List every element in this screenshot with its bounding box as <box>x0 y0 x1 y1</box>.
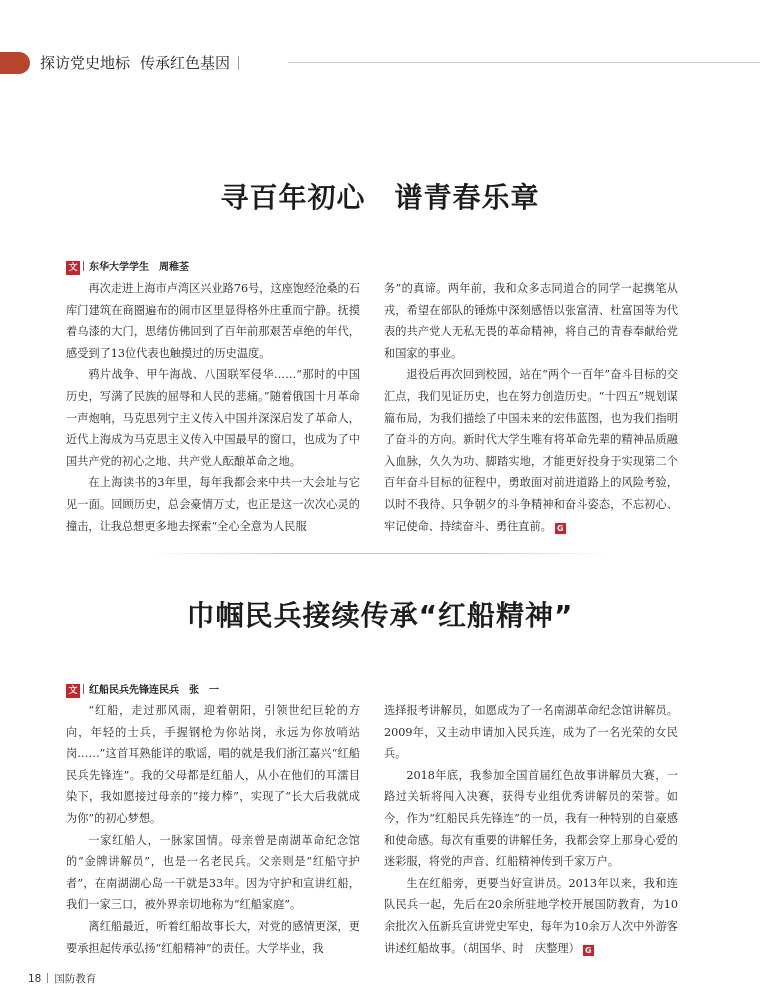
page-number: 18 <box>28 973 42 985</box>
paragraph: 一家红船人，一脉家国情。母亲曾是南湖革命纪念馆的“金牌讲解员”，也是一名老民兵。父亲则是“红船守护者”，在南湖湖心岛一干就是33年。因为守护和宣讲红船，我们一家三口，被外界亲切地称为“红船家庭”。 <box>66 833 360 912</box>
page-footer <box>28 972 96 986</box>
section-header <box>40 52 239 74</box>
paragraph: 退役后再次回到校园，站在“两个一百年”奋斗目标的交汇点，我们见证历史，也在努力创造历史。“十四五”规划谋篇布局，为我们描绘了中国未来的宏伟蓝图，也为我们指明了奋斗的方向。新时代大学生唯有将革命先辈的精神品质融入血脉，久久为功、脚踏实地，才能更好投身于实现第二个百年奋斗目标的征程中，勇敢面对前进道路上的风险考验，以时不我待、只争朝夕的斗争精神和奋斗姿态，不忘初心、牢记使命、持续奋斗、勇往直前。 <box>384 368 678 533</box>
end-mark-icon: G <box>555 523 566 534</box>
byline-separator <box>83 684 84 694</box>
footer-separator <box>47 973 48 983</box>
header-rule <box>288 62 760 63</box>
paragraph: 2018年底，我参加全国首届红色故事讲解员大赛，一路过关斩将闯入决赛，获得专业组优秀讲解员的荣誉。如今，作为“红船民兵先锋连”的一员，我有一种特别的自豪感和使命感。每次有重要的讲解任务，我都会穿上那身心爱的迷彩服，将党的声音、红船精神传到千家万户。 <box>384 768 678 869</box>
paragraph-with-end-mark <box>384 873 678 959</box>
byline-separator <box>83 261 84 271</box>
article2-title: 巾帼民兵接续传承“红船精神” <box>186 599 574 632</box>
paragraph: 离红船最近，听着红船故事长大，对党的感情更深，更要承担起传承弘扬“红船精神”的责任。大学毕业，我 <box>66 919 360 955</box>
wen-badge: 文 <box>66 684 80 698</box>
article1-byline <box>66 261 189 275</box>
paragraph-with-end-mark <box>384 364 678 537</box>
wen-badge: 文 <box>66 261 80 275</box>
article2-byline <box>66 684 219 698</box>
paragraph: 在上海读书的3年里，每年我都会来中共一大会址与它见一面。回顾历史，总会豪情万丈，也正是这一次次心灵的撞击，让我总想更多地去探索“全心全意为人民服 <box>66 476 360 533</box>
article1-author: 东华大学学生 周稚荃 <box>89 262 189 273</box>
section-accent-bar <box>0 52 30 74</box>
paragraph: 务”的真谛。两年前，我和众多志同道合的同学一起携笔从戎，希望在部队的锤炼中深刻感悟以张富清、杜富国等为代表的共产党人无私无畏的革命精神，将自己的青春奉献给党和国家的事业。 <box>384 282 678 360</box>
article1-left-column <box>66 278 360 537</box>
article2-left-column <box>66 700 360 959</box>
end-mark-icon: G <box>583 945 594 956</box>
section-name: 探访党史地标 <box>40 54 131 72</box>
section-subtitle: 传承红色基因 <box>140 54 231 72</box>
header-separator <box>238 56 239 70</box>
paragraph: 鸦片战争、甲午海战、八国联军侵华……“那时的中国历史，写满了民族的屈辱和人民的悲痛。”随着俄国十月革命一声炮响，马克思列宁主义传入中国并深深启发了革命人，近代上海成为马克思主义传入中国最早的窗口，也成为了中国共产党的初心之地、共产党人酝酿革命之地。 <box>66 368 360 468</box>
article-divider <box>150 553 610 554</box>
paragraph: 生在红船旁，更要当好宣讲员。2013年以来，我和连队民兵一起，先后在20余所驻地学校开展国防教育，为10余批次入伍新兵宣讲党史军史，每年为10余万人次中外游客讲述红船故事。（胡国华、时 庆整理） <box>384 876 678 955</box>
paragraph: 再次走进上海市卢湾区兴业路76号，这座饱经沧桑的石库门建筑在商圈遍布的闹市区里显得格外庄重而宁静。抚摸着乌漆的大门，思绪仿佛回到了百年前那艰苦卓绝的年代，感受到了13位代表也触摸过的历史温度。 <box>66 282 360 360</box>
magazine-name: 国防教育 <box>54 973 97 985</box>
article1-right-column <box>384 278 678 537</box>
article2-right-column <box>384 700 678 959</box>
article1-title: 寻百年初心 谱青春乐章 <box>220 181 540 214</box>
paragraph: “红船，走过那风雨，迎着朝阳，引领世纪巨轮的方向，年轻的士兵，手握钢枪为你站岗，永远为你放哨站岗……”这首耳熟能详的歌谣，唱的就是我们浙江嘉兴“红船民兵先锋连”。我的父母都是红船人，从小在他们的耳濡目染下，我如愿接过母亲的“接力棒”，实现了“长大后我就成为你”的初心梦想。 <box>66 704 360 825</box>
article2-author: 红船民兵先锋连民兵 张 一 <box>89 685 219 696</box>
paragraph: 选择报考讲解员，如愿成为了一名南湖革命纪念馆讲解员。2009年，又主动申请加入民兵连，成为了一名光荣的女民兵。 <box>384 704 678 761</box>
